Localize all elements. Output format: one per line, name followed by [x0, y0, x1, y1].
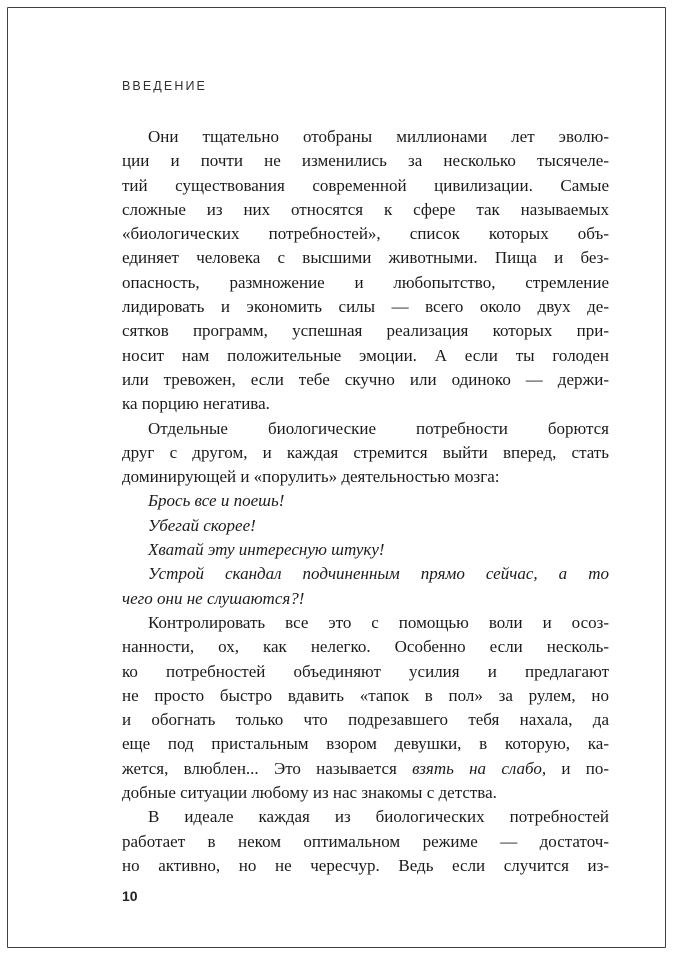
- page-number: 10: [122, 888, 138, 904]
- text-segment: ко потребностей объединяют усилия и предлагают: [122, 661, 609, 681]
- text-segment: единяет человека с высшими животными. Пища и без-: [122, 248, 609, 268]
- text-line: [122, 635, 609, 659]
- text-segment: еще под пристальным взором девушки, в которую, ка-: [122, 734, 609, 754]
- text-segment: ка порцию негатива.: [122, 394, 270, 414]
- text-line: [122, 708, 609, 732]
- text-segment: доминирующей и «порулить» деятельностью мозга:: [122, 467, 500, 487]
- text-line: [122, 441, 609, 465]
- text-line: [122, 125, 609, 149]
- text-segment: жется, влюблен... Это называется: [122, 758, 413, 778]
- text-segment: Брось все и поешь!: [148, 491, 285, 511]
- text-segment: чего они не слушаются?!: [122, 588, 305, 608]
- text-segment: но активно, но не чересчур. Ведь если случится из-: [122, 855, 609, 875]
- text-segment: друг с другом, и каждая стремится выйти вперед, стать: [122, 442, 609, 462]
- text-segment: сложные из них относятся к сфере так называемых: [122, 199, 609, 219]
- text-line: [122, 611, 609, 635]
- text-segment: работает в неком оптимальном режиме — достаточ-: [122, 831, 609, 851]
- text-line: [122, 732, 609, 756]
- text-segment: носит нам положительные эмоции. А если ты голоден: [122, 345, 609, 365]
- text-line: [122, 587, 609, 611]
- text-line: [122, 489, 609, 513]
- text-line: [122, 246, 609, 270]
- text-segment: Хватай эту интересную штуку!: [148, 540, 385, 560]
- text-line: [122, 562, 609, 586]
- text-segment: добные ситуации любому из нас знакомы с детства.: [122, 783, 497, 803]
- text-line: [122, 538, 609, 562]
- text-line: [122, 465, 609, 489]
- text-line: [122, 854, 609, 878]
- text-line: [122, 781, 609, 805]
- text-line: [122, 149, 609, 173]
- text-line: [122, 805, 609, 829]
- text-segment: , и по-: [541, 758, 609, 778]
- text-segment: Убегай скорее!: [148, 515, 256, 535]
- text-line: [122, 684, 609, 708]
- text-segment: или тревожен, если тебе скучно или одиноко — держи-: [122, 369, 609, 389]
- text-line: [122, 344, 609, 368]
- text-line: [122, 295, 609, 319]
- text-segment: В идеале каждая из биологических потребностей: [148, 807, 609, 827]
- text-segment: Устрой скандал подчиненным прямо сейчас, а то: [148, 564, 609, 584]
- italic-phrase: взять на слабо: [412, 758, 542, 778]
- text-line: [122, 514, 609, 538]
- text-segment: сятков программ, успешная реализация которых при-: [122, 321, 609, 341]
- text-line: [122, 198, 609, 222]
- text-segment: Отдельные биологические потребности борются: [148, 418, 609, 438]
- text-segment: тий существования современной цивилизации. Самые: [122, 175, 609, 195]
- text-line: [122, 319, 609, 343]
- text-segment: лидировать и экономить силы — всего около двух де-: [122, 297, 609, 317]
- text-line: [122, 174, 609, 198]
- text-line: [122, 271, 609, 295]
- text-segment: нанности, ох, как нелегко. Особенно если несколь-: [122, 637, 609, 657]
- text-line: [122, 392, 609, 416]
- text-block: [122, 125, 609, 878]
- text-line: [122, 660, 609, 684]
- text-segment: Они тщательно отобраны миллионами лет эволю-: [148, 127, 609, 146]
- text-segment: Контролировать все это с помощью воли и осоз-: [148, 612, 609, 632]
- text-line: [122, 417, 609, 441]
- text-segment: и обогнать только что подрезавшего тебя нахала, да: [122, 710, 609, 730]
- text-line: [122, 830, 609, 854]
- text-segment: ции и почти не изменились за несколько тысячеле-: [122, 151, 609, 171]
- text-line: [122, 368, 609, 392]
- text-segment: не просто быстро вдавить «тапок в пол» за рулем, но: [122, 685, 609, 705]
- running-header: ВВЕДЕНИЕ: [122, 79, 207, 93]
- text-line: [122, 222, 609, 246]
- text-line: [122, 757, 609, 781]
- text-segment: «биологических потребностей», список которых объ-: [122, 224, 609, 244]
- text-segment: опасность, размножение и любопытство, стремление: [122, 272, 609, 292]
